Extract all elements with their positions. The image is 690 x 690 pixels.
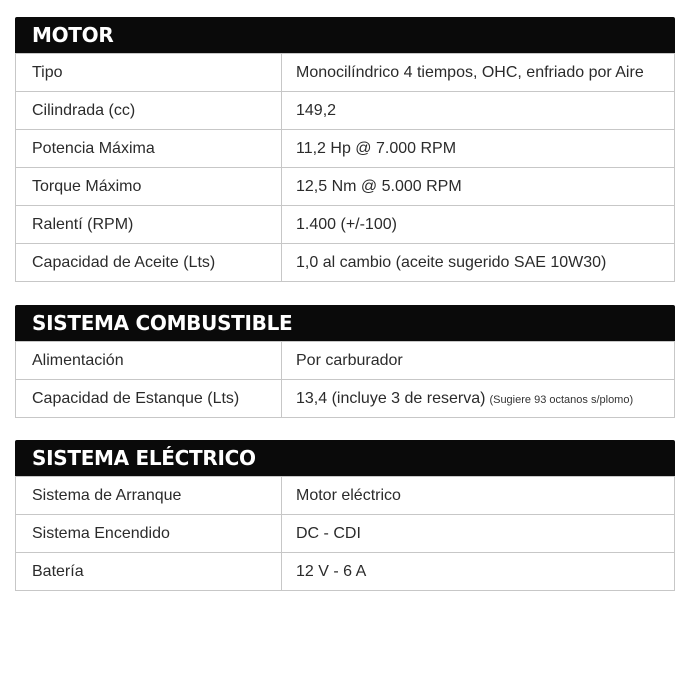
spec-label: Ralentí (RPM) [16,206,282,244]
electrical-spec-table [15,476,675,591]
spec-label: Torque Máximo [16,168,282,206]
spec-value: Monocilíndrico 4 tiempos, OHC, enfriado por Aire [282,54,675,92]
table-row [16,54,675,92]
spec-value: 12 V - 6 A [282,553,675,591]
spec-value: 1,0 al cambio (aceite sugerido SAE 10W30) [282,244,675,282]
spec-label: Alimentación [16,342,282,380]
section-header-motor: MOTOR [15,17,675,53]
spec-value: DC - CDI [282,515,675,553]
spec-label: Tipo [16,54,282,92]
spec-value-cell [282,380,675,418]
fuel-spec-table [15,341,675,418]
section-header-electrical: SISTEMA ELÉCTRICO [15,440,675,476]
table-row [16,244,675,282]
table-row [16,515,675,553]
spec-label: Capacidad de Aceite (Lts) [16,244,282,282]
table-row [16,553,675,591]
spec-note: (Sugiere 93 octanos s/plomo) [489,393,634,406]
spec-label: Capacidad de Estanque (Lts) [16,380,282,418]
table-row [16,380,675,418]
table-row [16,130,675,168]
table-row [16,206,675,244]
spec-label: Cilindrada (cc) [16,92,282,130]
spec-value: 13,4 (incluye 3 de reserva) [296,389,486,407]
section-header-fuel: SISTEMA COMBUSTIBLE [15,305,675,341]
spec-value: Por carburador [282,342,675,380]
motor-spec-table [15,53,675,282]
spec-value: Motor eléctrico [282,477,675,515]
electrical-system-section [15,440,675,591]
spec-value: 149,2 [282,92,675,130]
table-row [16,92,675,130]
table-row [16,342,675,380]
spec-label: Batería [16,553,282,591]
spec-value: 11,2 Hp @ 7.000 RPM [282,130,675,168]
spec-label: Potencia Máxima [16,130,282,168]
motor-section [15,17,675,282]
spec-label: Sistema de Arranque [16,477,282,515]
spec-value: 12,5 Nm @ 5.000 RPM [282,168,675,206]
table-row [16,168,675,206]
fuel-system-section [15,305,675,418]
spec-value: 1.400 (+/-100) [282,206,675,244]
table-row [16,477,675,515]
spec-label: Sistema Encendido [16,515,282,553]
